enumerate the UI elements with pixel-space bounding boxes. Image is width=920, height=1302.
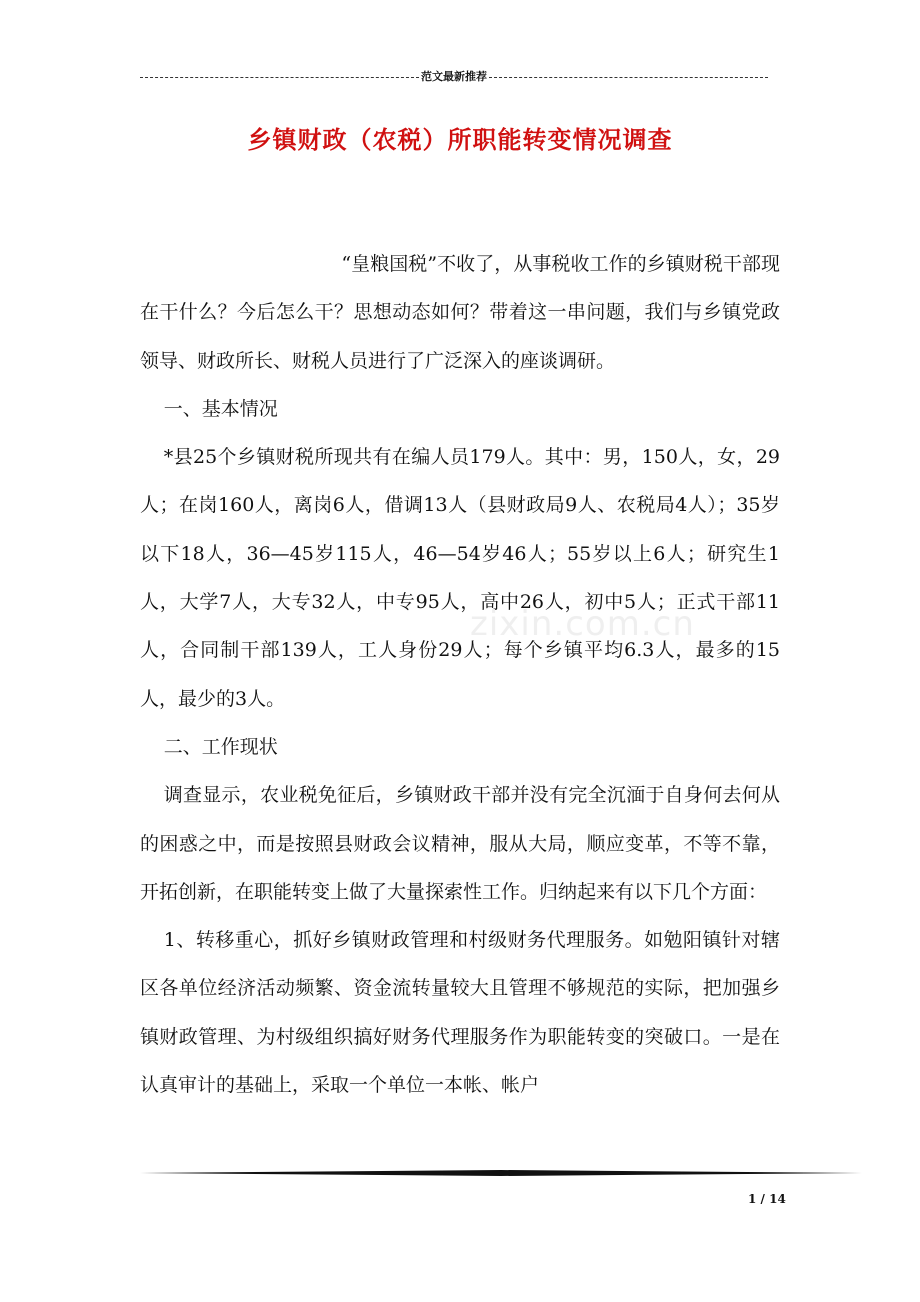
header-banner-label: 范文最新推荐 (421, 70, 487, 83)
paragraph-status-summary: 调查显示，农业税免征后，乡镇财政干部并没有完全沉湎于自身何去何从的困惑之中，而是按照县财政会议精神，服从大局，顺应变革，不等不靠，开拓创新，在职能转变上做了大量探索性工作。归纳起来有以下几个方面： (140, 784, 780, 903)
section-heading-basic: 一、基本情况 (163, 397, 278, 420)
header-dash-right (489, 77, 768, 78)
document-title: 乡镇财政（农税）所职能转变情况调查 (247, 126, 673, 154)
paragraph-basic-stats: *县25个乡镇财税所现共有在编人员179人。其中：男，150人，女，29人；在岗160人，离岗6人，借调13人（县财政局9人、农税局4人）；35岁以下18人，36—45岁115人，46—54岁46人；55岁以上6人；研究生1人，大学7人，大专32人，中专95人，高中26人，初中5人；正式干部11人，合同制干部139人，工人身份29人；每个乡镇平均6.3人，最多的15人，最少的3人。 (140, 446, 780, 710)
paragraph-intro: “皇粮国税”不收了，从事税收工作的乡镇财税干部现在干什么？今后怎么干？思想动态如何？带着这一串问题，我们与乡镇党政领导、财政所长、财税人员进行了广泛深入的座谈调研。 (140, 253, 780, 372)
footer-rule (140, 1170, 862, 1176)
header-banner (140, 67, 768, 85)
paragraph-item-1: 1、转移重心，抓好乡镇财政管理和村级财务代理服务。如勉阳镇针对辖区各单位经济活动频繁、资金流转量较大且管理不够规范的实际，把加强乡镇财政管理、为村级组织搞好财务代理服务作为职能转变的突破口。一是在认真审计的基础上，采取一个单位一本帐、帐户 (140, 929, 780, 1097)
watermark: zixin.com.cn (470, 604, 695, 644)
document-body (140, 240, 780, 1109)
page-number: 1 / 14 (748, 1192, 786, 1206)
header-dash-left (140, 77, 419, 78)
section-heading-status: 二、工作现状 (163, 735, 278, 758)
